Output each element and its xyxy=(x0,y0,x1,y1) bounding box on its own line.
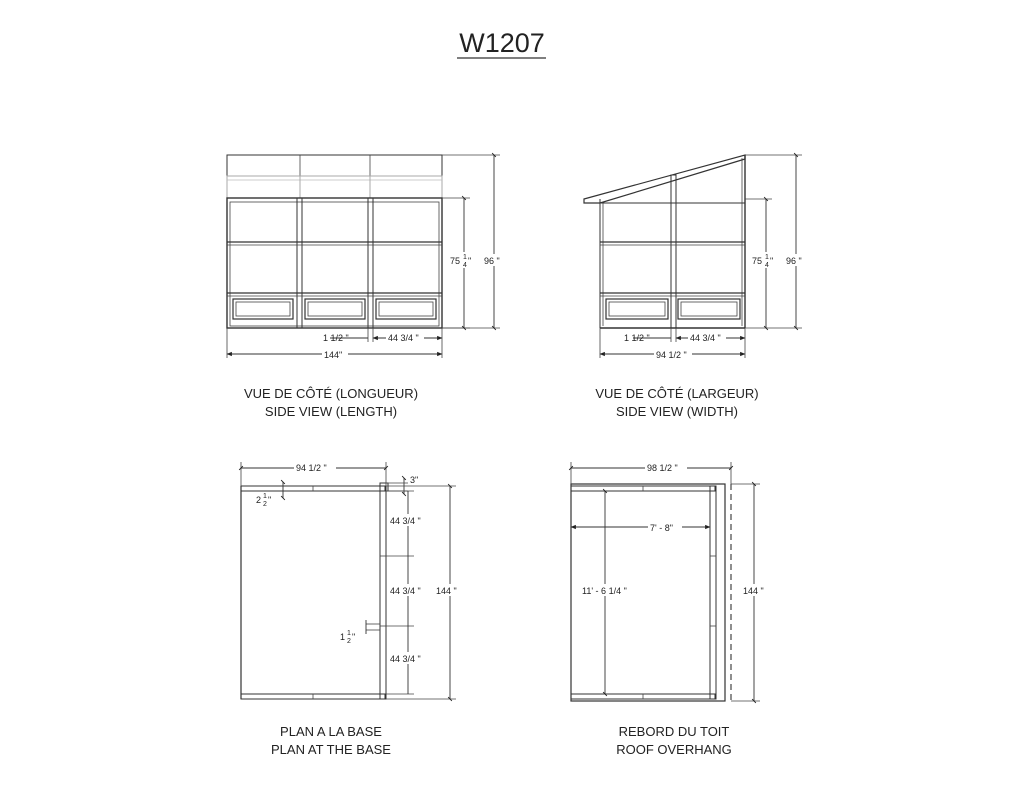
base-panel1-dim: 44 3/4 " xyxy=(390,516,421,526)
base-gap-unit: " xyxy=(352,632,356,642)
base-post-dim: 3" xyxy=(410,475,419,485)
width-inner-height-frac-den: 4 xyxy=(765,262,769,269)
width-inner-height-unit: " xyxy=(770,256,774,266)
length-inner-height-frac-den: 4 xyxy=(463,262,467,269)
base-corner-whole: 2 xyxy=(256,495,262,505)
overhang-width-dim: 98 1/2 " xyxy=(647,463,678,473)
length-gap-dim: 1 1/2 " xyxy=(323,333,349,343)
side-view-width xyxy=(584,155,810,419)
base-width-dim: 94 1/2 " xyxy=(296,463,327,473)
overhang-length-dim: 144 " xyxy=(743,586,764,596)
caption-side-length-fr: VUE DE CÔTÉ (LONGUEUR) xyxy=(243,386,419,401)
length-total-length: 144" xyxy=(324,350,343,360)
base-gap-den: 2 xyxy=(347,638,351,645)
width-inner-height-frac-num: 1 xyxy=(765,254,769,261)
overhang-inner-width-dim: 7' - 8" xyxy=(650,523,673,533)
width-total-height: 96 " xyxy=(786,256,802,266)
caption-side-length-en: SIDE VIEW (LENGTH) xyxy=(264,404,398,419)
base-corner-unit: " xyxy=(268,495,272,505)
length-inner-height-unit: " xyxy=(468,256,472,266)
base-length-dim: 144 " xyxy=(436,586,457,596)
base-gap-num: 1 xyxy=(347,630,351,637)
base-gap-whole: 1 xyxy=(340,632,346,642)
side-view-length xyxy=(227,155,508,419)
roof-overhang xyxy=(571,462,771,757)
width-gap-dim: 1 1/2 " xyxy=(624,333,650,343)
length-inner-height: 75 xyxy=(450,256,461,266)
caption-overhang-fr: REBORD DU TOIT xyxy=(618,724,730,739)
caption-side-width-en: SIDE VIEW (WIDTH) xyxy=(615,404,739,419)
base-panel2-dim: 44 3/4 " xyxy=(390,586,421,596)
caption-overhang-en: ROOF OVERHANG xyxy=(616,742,732,757)
caption-side-width-fr: VUE DE CÔTÉ (LARGEUR) xyxy=(595,386,759,401)
width-total-width: 94 1/2 " xyxy=(656,350,687,360)
caption-base-en: PLAN AT THE BASE xyxy=(271,742,391,757)
base-corner-den: 2 xyxy=(263,501,267,508)
length-panel-dim: 44 3/4 " xyxy=(388,333,419,343)
width-panel-dim: 44 3/4 " xyxy=(690,333,721,343)
base-corner-num: 1 xyxy=(263,493,267,500)
length-total-height: 96 " xyxy=(484,256,500,266)
base-panel3-dim: 44 3/4 " xyxy=(390,654,421,664)
drawing-title: W1207 xyxy=(459,28,545,58)
width-inner-height: 75 xyxy=(752,256,763,266)
base-plan xyxy=(241,462,464,757)
length-inner-height-frac-num: 1 xyxy=(463,254,467,261)
caption-base-fr: PLAN A LA BASE xyxy=(280,724,382,739)
overhang-inner-length-dim: 11' - 6 1/4 " xyxy=(582,586,627,596)
